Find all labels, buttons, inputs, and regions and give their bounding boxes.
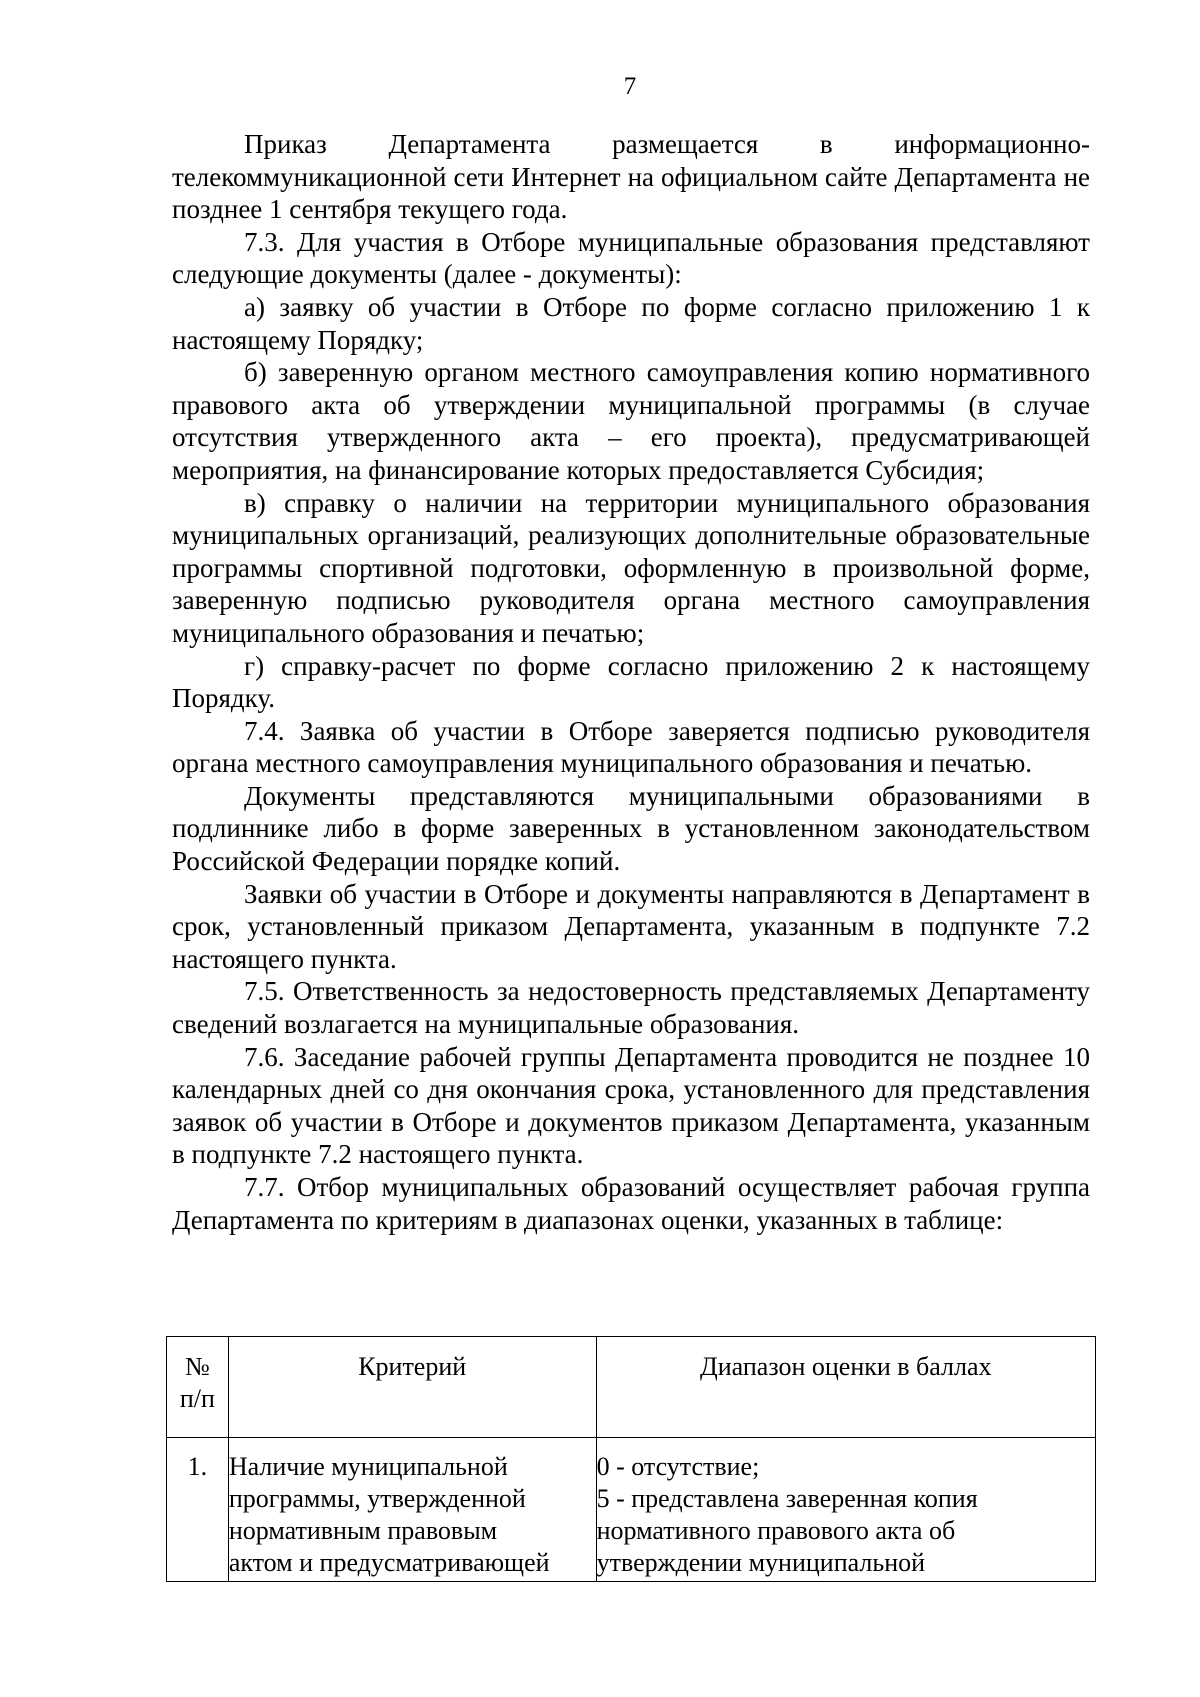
- paragraph-7-6: 7.6. Заседание рабочей группы Департамента проводится не позднее 10 календарных дней со дня окончания срока, установленного для представления заявок об участии в Отборе и документов приказом Департамента, указанным в подпункте 7.2 настоящего пункта.: [172, 1041, 1090, 1170]
- row-number: 1.: [167, 1438, 229, 1582]
- paragraph-7-3: 7.3. Для участия в Отборе муниципальные образования представляют следующие документы (далее - документы):: [172, 226, 1090, 290]
- criterion-line: нормативным правовым: [228, 1516, 498, 1545]
- document-body: [172, 128, 1090, 1236]
- paragraph-7-4: 7.4. Заявка об участии в Отборе заверяется подписью руководителя органа местного самоуправления муниципального образования и печатью.: [172, 715, 1090, 779]
- criterion-line: Наличие муниципальной: [228, 1452, 508, 1481]
- paragraph-7-7: 7.7. Отбор муниципальных образований осуществляет рабочая группа Департамента по критериям в диапазонах оценки, указанных в таблице:: [172, 1172, 1090, 1235]
- row-range: [596, 1438, 1095, 1582]
- paragraph-7-3-v: в) справку о наличии на территории муниципального образования муниципальных организаций, реализующих дополнительные образовательные программы спортивной подготовки, оформленную в произвольной форме, заверенную подписью руководителя органа местного самоуправления муниципального образования и печатью;: [172, 487, 1090, 648]
- table-header-row: [167, 1337, 1096, 1438]
- paragraph-7-3-a: а) заявку об участии в Отборе по форме согласно приложению 1 к настоящему Порядку;: [172, 291, 1090, 355]
- header-number: [167, 1337, 229, 1438]
- header-range: Диапазон оценки в баллах: [596, 1337, 1095, 1438]
- table-row: [167, 1438, 1096, 1582]
- range-line: 0 - отсутствие;: [596, 1452, 760, 1481]
- paragraph-order-publication: Приказ Департамента размещается в информационно-телекоммуникационной сети Интернет на официальном сайте Департамента не позднее 1 сентября текущего года.: [172, 129, 1090, 225]
- header-number-abbr: п/п: [179, 1384, 215, 1413]
- range-line: нормативного правового акта об: [596, 1516, 956, 1545]
- range-line: утверждении муниципальной: [596, 1548, 926, 1577]
- header-number-sign: №: [185, 1352, 210, 1381]
- criterion-line: программы, утвержденной: [228, 1484, 526, 1513]
- paragraph-7-5: 7.5. Ответственность за недостоверность представляемых Департаменту сведений возлагается на муниципальные образования.: [172, 976, 1090, 1040]
- criterion-line: актом и предусматривающей: [228, 1548, 550, 1577]
- range-line: 5 - представлена заверенная копия: [596, 1484, 978, 1513]
- paragraph-7-3-g: г) справку-расчет по форме согласно приложению 2 к настоящему Порядку.: [172, 650, 1090, 714]
- paragraph-applications: Заявки об участии в Отборе и документы направляются в Департамент в срок, установленный приказом Департамента, указанным в подпункте 7.2 настоящего пункта.: [172, 878, 1090, 974]
- paragraph-documents: Документы представляются муниципальными образованиями в подлиннике либо в форме заверенных в установленном законодательством Российской Федерации порядке копий.: [172, 780, 1090, 877]
- paragraph-7-3-b: б) заверенную органом местного самоуправления копию нормативного правового акта об утверждении муниципальной программы (в случае отсутствия утвержденного акта – его проекта), предусматривающей мероприятия, на финансирование которых предоставляется Субсидия;: [172, 357, 1090, 485]
- criteria-table: [166, 1336, 1096, 1582]
- page-number: 7: [623, 73, 637, 100]
- row-criterion: [228, 1438, 596, 1582]
- header-criterion: Критерий: [228, 1337, 596, 1438]
